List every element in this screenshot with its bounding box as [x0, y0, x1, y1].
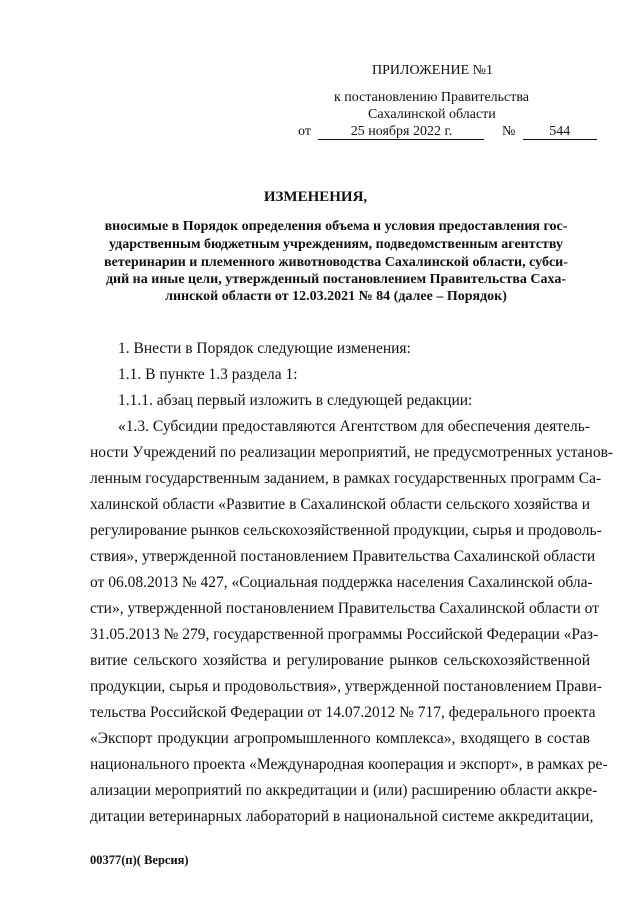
resolution-date: 25 ноября 2022 г.	[318, 125, 484, 140]
body-line: «Экспорт продукции агропромышленного комплекса», входящего в состав	[90, 730, 590, 747]
body-line: от 06.08.2013 № 427, «Социальная поддержка населения Сахалинской обла-	[90, 574, 593, 591]
body-line: 1. Внести в Порядок следующие изменения:	[118, 340, 411, 357]
body-line: регулирование рынков сельскохозяйственной продукции, сырья и продоволь-	[90, 522, 602, 539]
subtitle-line: линской области от 12.03.2021 № 84 (далее – Порядок)	[165, 289, 507, 304]
body-line: ализации мероприятий по аккредитации и (или) расширению области аккре-	[90, 782, 598, 799]
from-label: от	[298, 124, 311, 139]
body-line: витие сельского хозяйства и регулирование рынков сельскохозяйственной	[90, 652, 590, 669]
body-line: ленным государственным заданием, в рамках государственных программ Са-	[90, 470, 602, 487]
document-code: 00377(п)( Версия)	[90, 853, 189, 867]
subtitle-line: ветеринарии и племенного животноводства Сахалинской области, субси-	[104, 255, 568, 270]
body-line: сти», утвержденной постановлением Правительства Сахалинской области от	[90, 600, 599, 617]
body-line: халинской области «Развитие в Сахалинской области сельского хозяйства и	[90, 496, 590, 513]
body-line: 31.05.2013 № 279, государственной программы Российской Федерации «Раз-	[90, 626, 599, 643]
body-line: ствия», утвержденной постановлением Правительства Сахалинской области	[90, 548, 596, 565]
body-line: продукции, сырья и продовольствия», утвержденной постановлением Прави-	[90, 678, 602, 695]
body-line: ности Учреждений по реализации мероприятий, не предусмотренных установ-	[90, 444, 614, 461]
date-number-line	[298, 124, 597, 140]
resolution-line: к постановлению Правительства	[334, 90, 530, 105]
region-line: Сахалинской области	[368, 107, 496, 122]
body-line: дитации ветеринарных лабораторий в национальной системе аккредитации,	[90, 808, 594, 825]
appendix-label: ПРИЛОЖЕНИЕ №1	[372, 63, 493, 78]
subtitle-line: вносимые в Порядок определения объема и условия предоставления гос-	[104, 219, 568, 234]
body-line: 1.1. В пункте 1.3 раздела 1:	[118, 366, 298, 383]
body-line: «1.3. Субсидии предоставляются Агентством для обеспечения деятель-	[118, 418, 590, 435]
document-title: ИЗМЕНЕНИЯ,	[263, 189, 368, 205]
body-line: национального проекта «Международная кооперация и экспорт», в рамках ре-	[90, 756, 608, 773]
subtitle-line: дий на иные цели, утвержденный постановлением Правительства Саха-	[105, 272, 567, 287]
body-line: 1.1.1. абзац первый изложить в следующей редакции:	[118, 392, 473, 409]
body-line: тельства Российской Федерации от 14.07.2012 № 717, федерального проекта	[90, 704, 596, 721]
subtitle-line: ударственным бюджетным учреждениям, подведомственным агентству	[109, 237, 563, 252]
number-label: №	[501, 124, 516, 139]
resolution-number: 544	[523, 125, 597, 140]
